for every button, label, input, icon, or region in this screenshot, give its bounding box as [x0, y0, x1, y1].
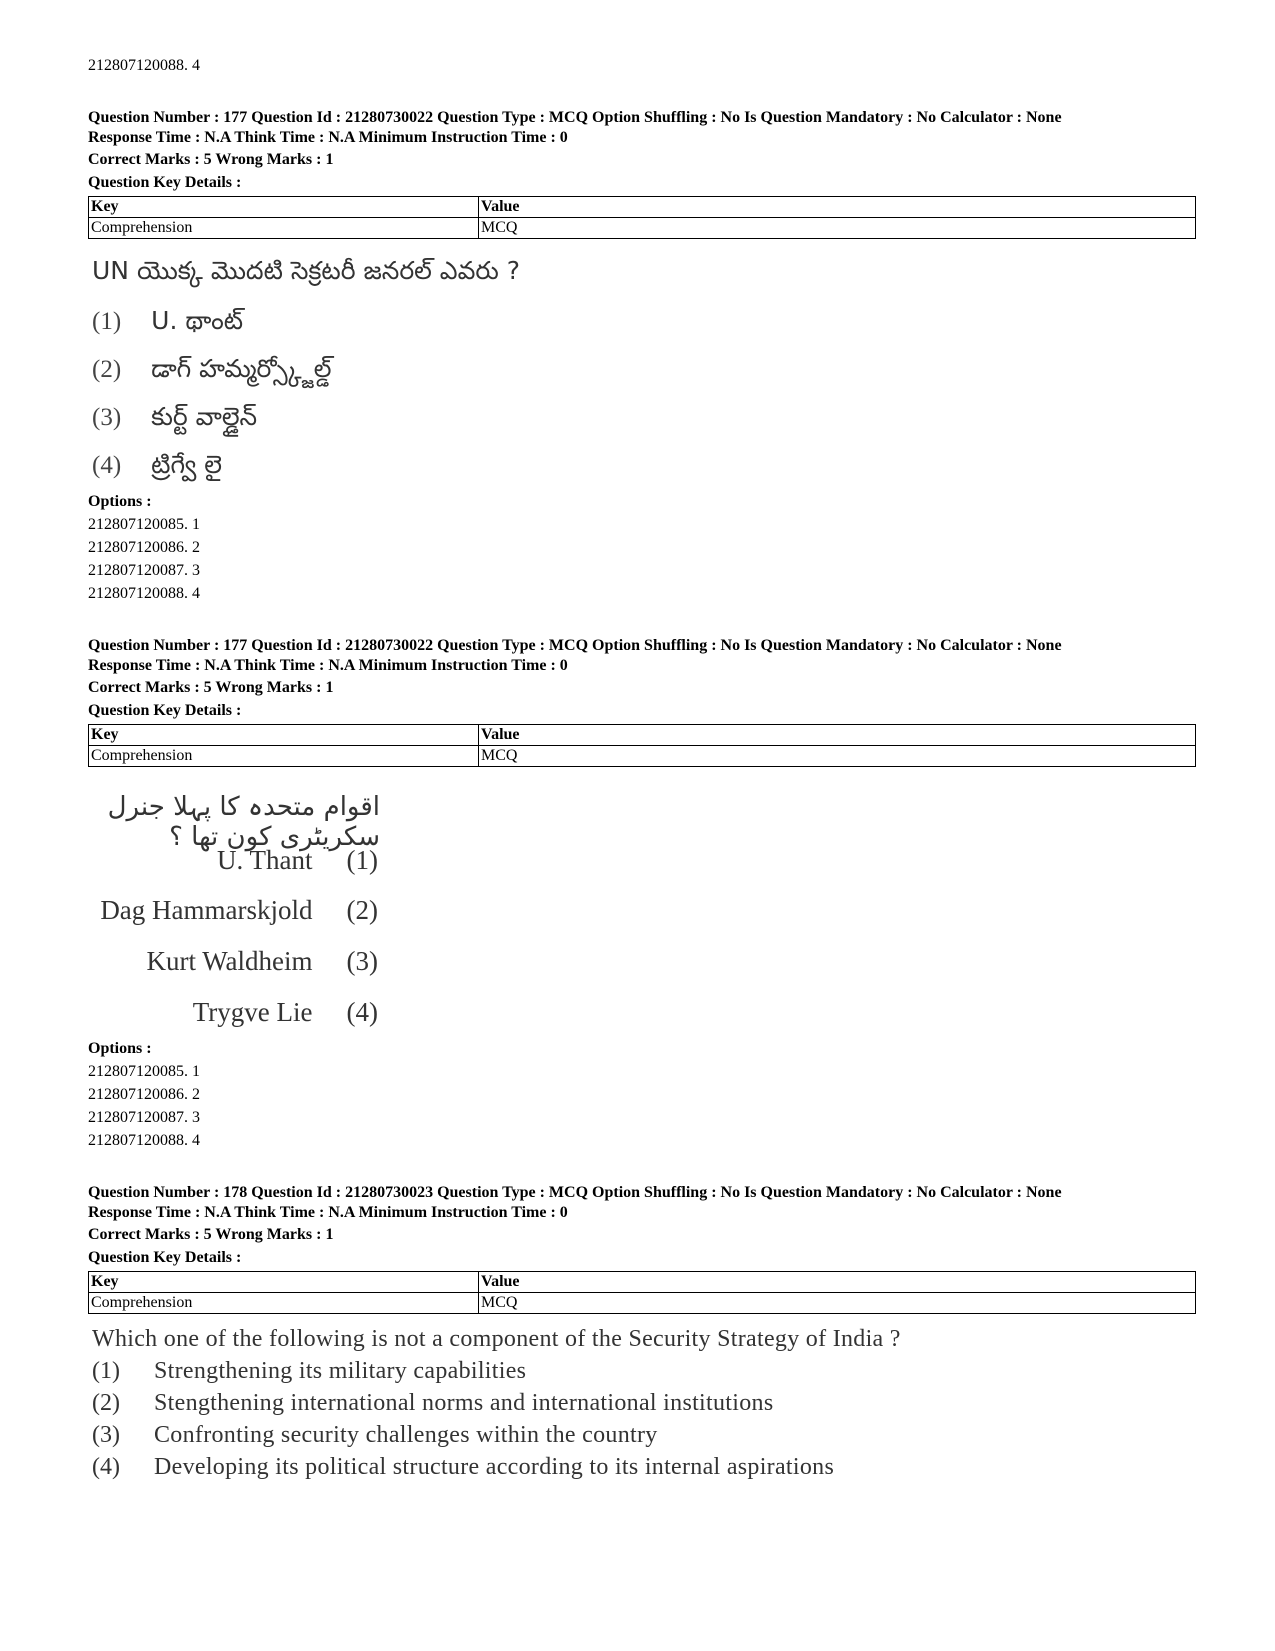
choice-text: Dag Hammarskjold	[100, 895, 313, 925]
option-line: 212807120087. 3	[88, 1109, 200, 1126]
choice-item	[88, 895, 378, 926]
choice-item	[92, 1390, 773, 1417]
choice-item	[92, 354, 332, 390]
table-row	[89, 746, 1196, 767]
option-line: 212807120088. 4	[88, 585, 200, 602]
option-line: 212807120086. 2	[88, 1086, 200, 1103]
choice-item	[88, 946, 378, 977]
choice-text: U. థాంట్	[151, 306, 244, 335]
choice-text: Confronting security challenges within the country	[154, 1422, 658, 1448]
previous-option-line: 212807120088. 4	[88, 57, 200, 74]
choice-number: (1)	[92, 1358, 120, 1384]
question-meta-line: Question Number : 177 Question Id : 21280730022 Question Type : MCQ Option Shuffling : No Is Question Mandatory : No Calculator : None	[88, 109, 1062, 126]
question-timing-line: Response Time : N.A Think Time : N.A Minimum Instruction Time : 0	[88, 129, 568, 146]
option-line: 212807120085. 1	[88, 1063, 200, 1080]
table-header-row	[89, 197, 1196, 218]
marks-line: Correct Marks : 5 Wrong Marks : 1	[88, 1226, 334, 1243]
table-cell-value: MCQ	[479, 1293, 1196, 1314]
choice-text: Strengthening its military capabilities	[154, 1358, 527, 1384]
choice-item	[92, 1358, 526, 1385]
options-label: Options :	[88, 1040, 152, 1057]
choice-item	[88, 997, 378, 1028]
choice-number: (4)	[92, 452, 122, 479]
key-details-table	[88, 196, 1196, 239]
choice-text: Trygve Lie	[192, 997, 313, 1027]
option-line: 212807120087. 3	[88, 562, 200, 579]
question-meta-line: Question Number : 178 Question Id : 21280730023 Question Type : MCQ Option Shuffling : No Is Question Mandatory : No Calculator : None	[88, 1184, 1062, 1201]
choice-text: U. Thant	[217, 845, 313, 875]
choice-item	[88, 845, 378, 876]
option-line: 212807120088. 4	[88, 1132, 200, 1149]
table-header-value: Value	[479, 725, 1196, 746]
table-header-row	[89, 725, 1196, 746]
choice-number: (3)	[346, 946, 378, 976]
table-header-key: Key	[89, 725, 479, 746]
table-header-value: Value	[479, 197, 1196, 218]
choice-item	[92, 306, 243, 342]
question-timing-line: Response Time : N.A Think Time : N.A Minimum Instruction Time : 0	[88, 657, 568, 674]
table-header-key: Key	[89, 1272, 479, 1293]
choice-text: డాగ్ హమ్మర్స్క్జోల్డ్	[151, 354, 332, 383]
choice-item	[92, 402, 257, 438]
table-header-row	[89, 1272, 1196, 1293]
choice-number: (2)	[92, 1390, 120, 1416]
choice-text: Developing its political structure according to its internal aspirations	[154, 1454, 835, 1480]
choice-text: ట్రిగ్వే లై	[151, 450, 223, 479]
option-line: 212807120085. 1	[88, 516, 200, 533]
question-text-telugu: UN యొక్క మొదటి సెక్రటరీ జనరల్ ఎవరు ?	[92, 256, 521, 285]
choice-text: Stengthening international norms and international institutions	[154, 1390, 774, 1416]
question-text-english: Which one of the following is not a component of the Security Strategy of India ?	[92, 1326, 901, 1352]
table-cell-value: MCQ	[479, 746, 1196, 767]
choice-number: (1)	[92, 308, 122, 335]
choice-text: Kurt Waldheim	[146, 946, 313, 976]
choice-item	[92, 1422, 658, 1449]
table-row	[89, 1293, 1196, 1314]
question-text-urdu: اقوام متحدہ کا پہلا جنرل سکریٹری کون تھا ؟	[107, 792, 380, 852]
marks-line: Correct Marks : 5 Wrong Marks : 1	[88, 679, 334, 696]
choice-number: (2)	[346, 895, 378, 925]
choice-number: (4)	[92, 1454, 120, 1480]
key-details-table	[88, 1271, 1196, 1314]
table-row	[89, 218, 1196, 239]
choice-number: (4)	[346, 997, 378, 1027]
choice-text: కుర్ట్ వాల్డైన్	[151, 402, 258, 431]
question-meta-line: Question Number : 177 Question Id : 21280730022 Question Type : MCQ Option Shuffling : No Is Question Mandatory : No Calculator : None	[88, 637, 1062, 654]
marks-line: Correct Marks : 5 Wrong Marks : 1	[88, 151, 334, 168]
table-cell-key: Comprehension	[89, 746, 479, 767]
table-header-key: Key	[89, 197, 479, 218]
key-details-label: Question Key Details :	[88, 174, 242, 191]
option-line: 212807120086. 2	[88, 539, 200, 556]
question-header	[88, 1183, 1198, 1223]
choice-number: (1)	[346, 845, 378, 875]
table-header-value: Value	[479, 1272, 1196, 1293]
table-cell-value: MCQ	[479, 218, 1196, 239]
key-details-table	[88, 724, 1196, 767]
options-label: Options :	[88, 493, 152, 510]
key-details-label: Question Key Details :	[88, 702, 242, 719]
choice-item	[92, 450, 222, 486]
choice-item	[92, 1454, 834, 1481]
table-cell-key: Comprehension	[89, 218, 479, 239]
question-header	[88, 108, 1198, 148]
table-cell-key: Comprehension	[89, 1293, 479, 1314]
question-timing-line: Response Time : N.A Think Time : N.A Minimum Instruction Time : 0	[88, 1204, 568, 1221]
choice-number: (3)	[92, 404, 122, 431]
choice-number: (2)	[92, 356, 122, 383]
choice-number: (3)	[92, 1422, 120, 1448]
key-details-label: Question Key Details :	[88, 1249, 242, 1266]
question-header	[88, 636, 1198, 676]
